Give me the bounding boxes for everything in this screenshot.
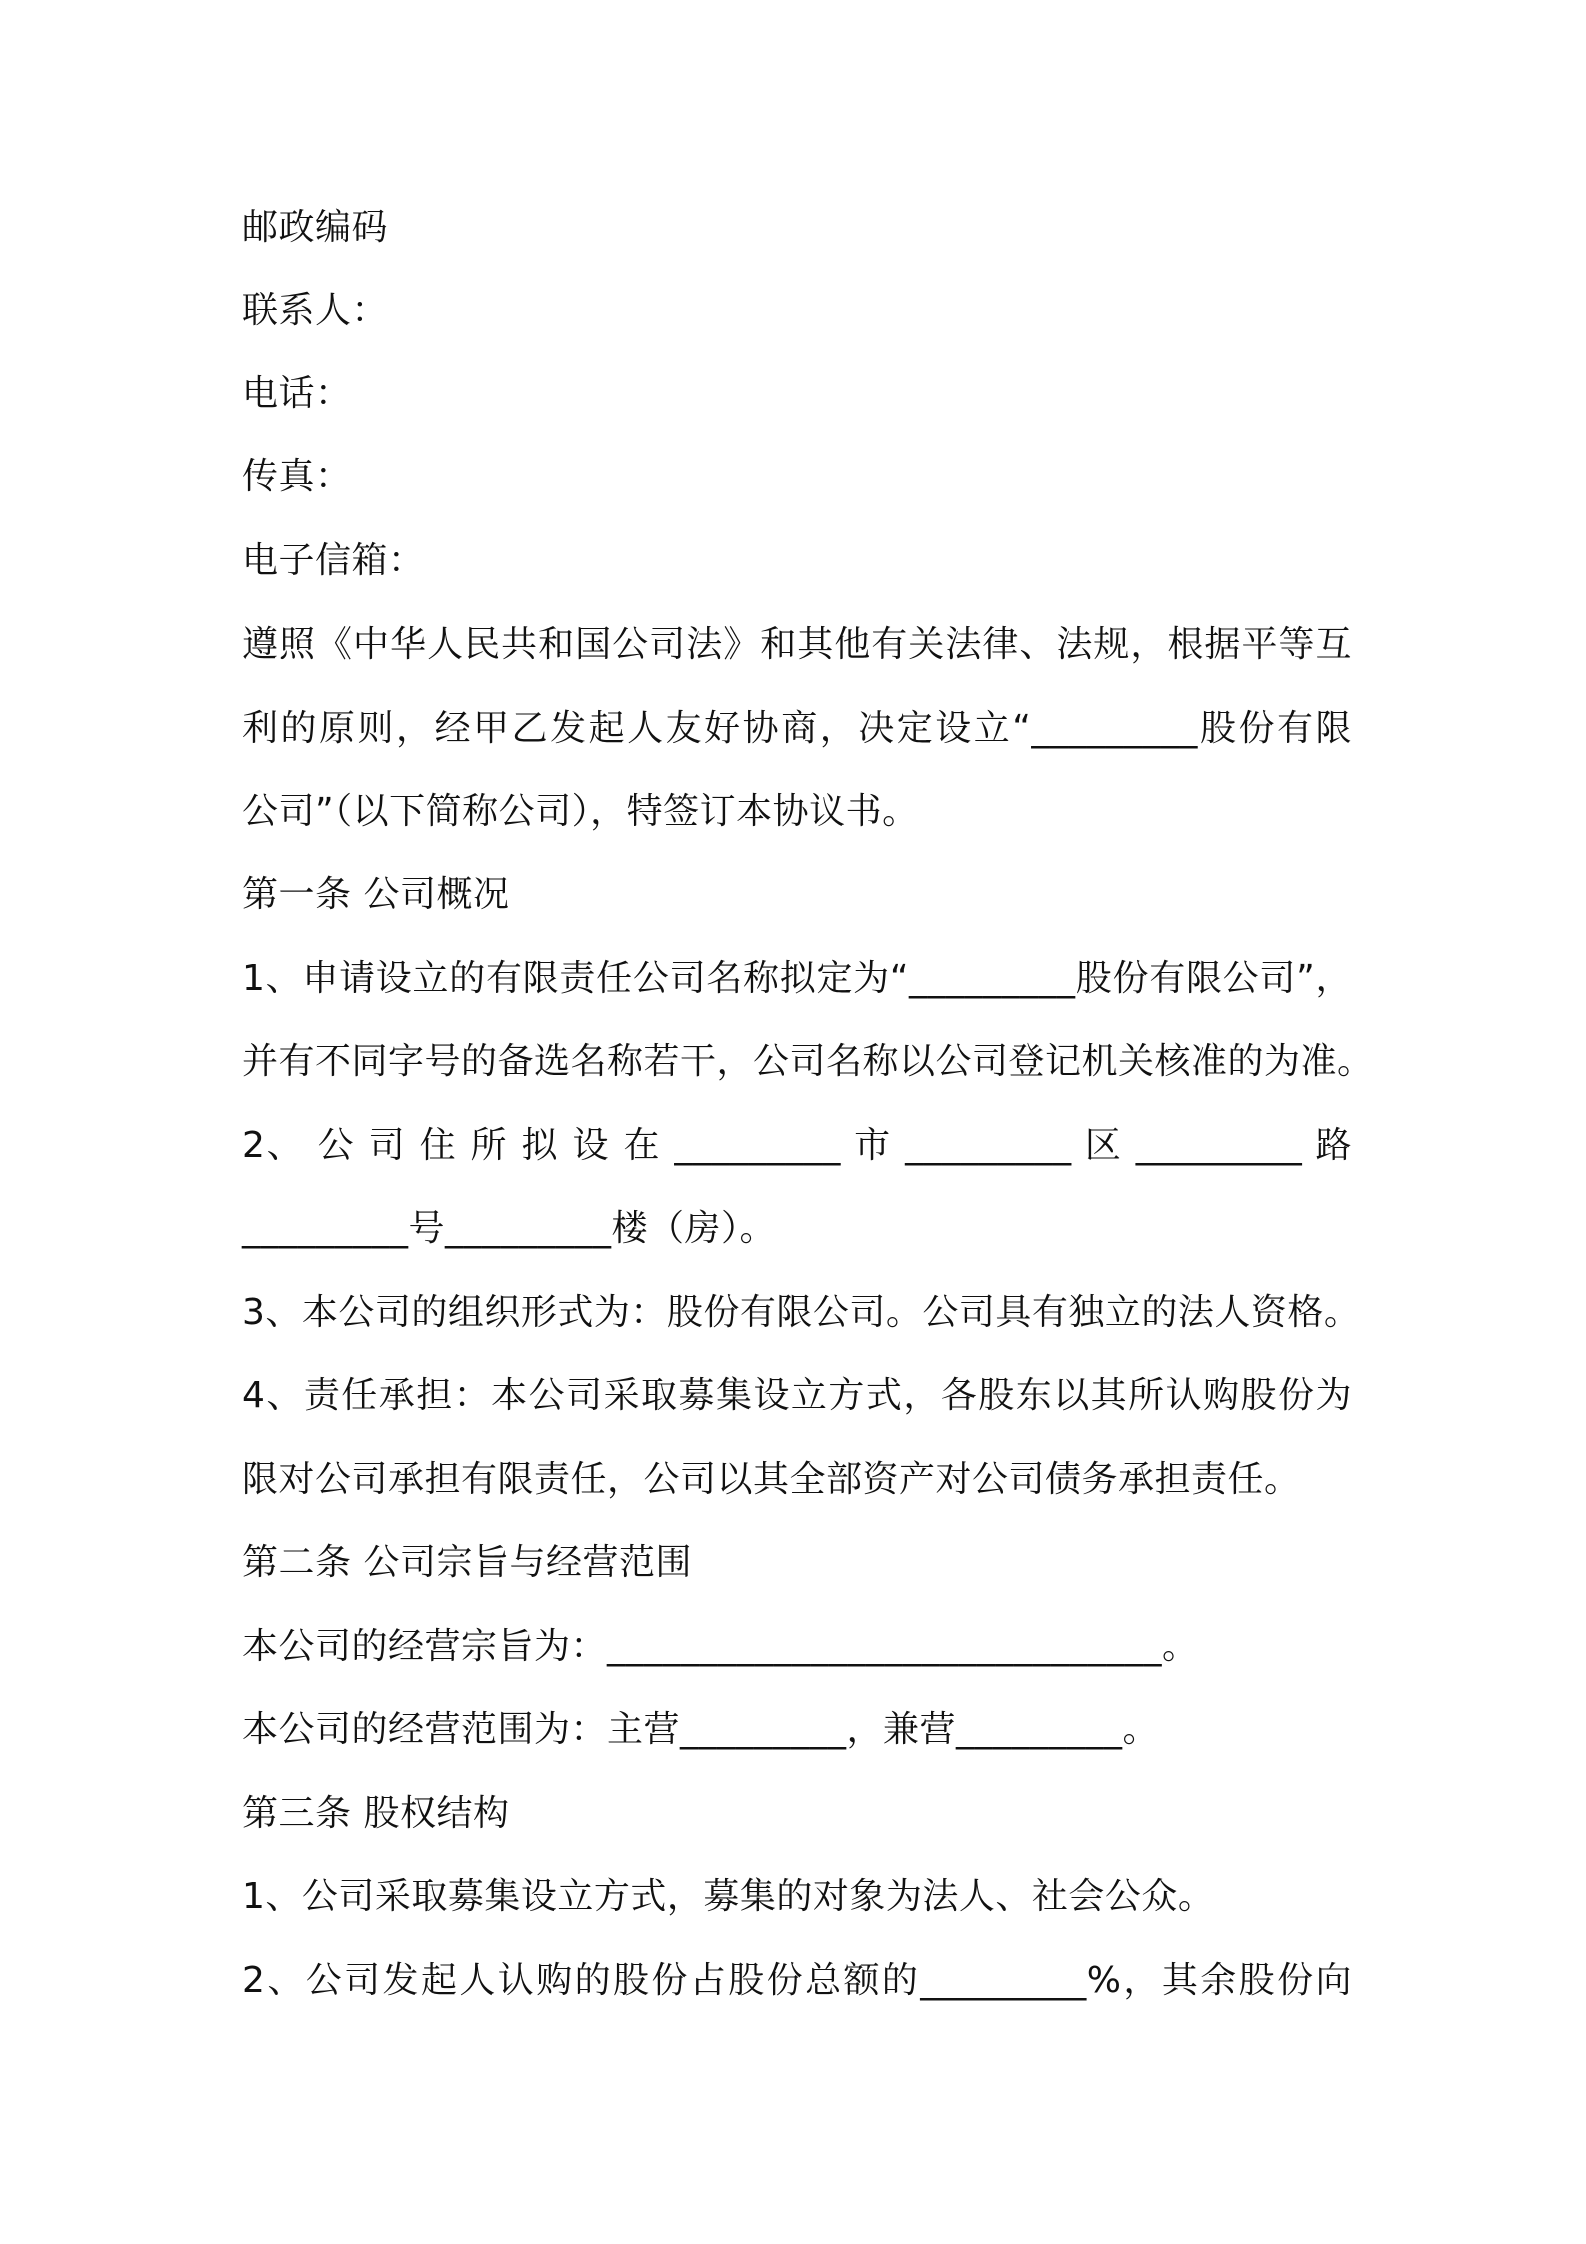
article-1-clause-4-line-1: 4、责任承担：本公司采取募集设立方式，各股东以其所认购股份为 — [242, 1375, 1352, 1416]
postal-code-label: 邮政编码 — [242, 207, 389, 248]
article-1-clause-1-line-1: 1、申请设立的有限责任公司名称拟定为“_________股份有限公司”， — [242, 958, 1352, 999]
phone-label: 电话： — [242, 373, 352, 414]
business-purpose: 本公司的经营宗旨为：______________________________。 — [242, 1626, 1199, 1667]
article-3-heading: 第三条 股权结构 — [242, 1793, 510, 1834]
business-scope: 本公司的经营范围为：主营_________，兼营_________。 — [242, 1709, 1160, 1750]
article-1-clause-4-line-2: 限对公司承担有限责任，公司以其全部资产对公司债务承担责任。 — [242, 1459, 1301, 1500]
preamble-line-3: 公司”（以下简称公司），特签订本协议书。 — [242, 791, 919, 832]
article-1-clause-3: 3、本公司的组织形式为：股份有限公司。公司具有独立的法人资格。 — [242, 1292, 1361, 1333]
article-1-heading: 第一条 公司概况 — [242, 874, 510, 915]
article-1-clause-2-line-2: _________号_________楼（房）。 — [242, 1208, 777, 1249]
article-1-clause-1-line-2: 并有不同字号的备选名称若干，公司名称以公司登记机关核准的为准。 — [242, 1041, 1374, 1082]
article-3-clause-2-line-1: 2、公司发起人认购的股份占股份总额的_________%，其余股份向 — [242, 1960, 1352, 2001]
preamble-line-2: 利的原则，经甲乙发起人友好协商，决定设立“_________股份有限 — [242, 708, 1352, 749]
preamble-line-1: 遵照《中华人民共和国公司法》和其他有关法律、法规，根据平等互 — [242, 624, 1352, 665]
article-2-heading: 第二条 公司宗旨与经营范围 — [242, 1542, 692, 1583]
email-label: 电子信箱： — [242, 540, 425, 581]
fax-label: 传真： — [242, 456, 352, 497]
article-3-clause-1: 1、公司采取募集设立方式，募集的对象为法人、社会公众。 — [242, 1876, 1215, 1917]
article-1-clause-2-line-1: 2、 公 司 住 所 拟 设 在 _________ 市 _________ 区 _________ 路 — [242, 1125, 1352, 1166]
contact-person-label: 联系人： — [242, 290, 389, 331]
